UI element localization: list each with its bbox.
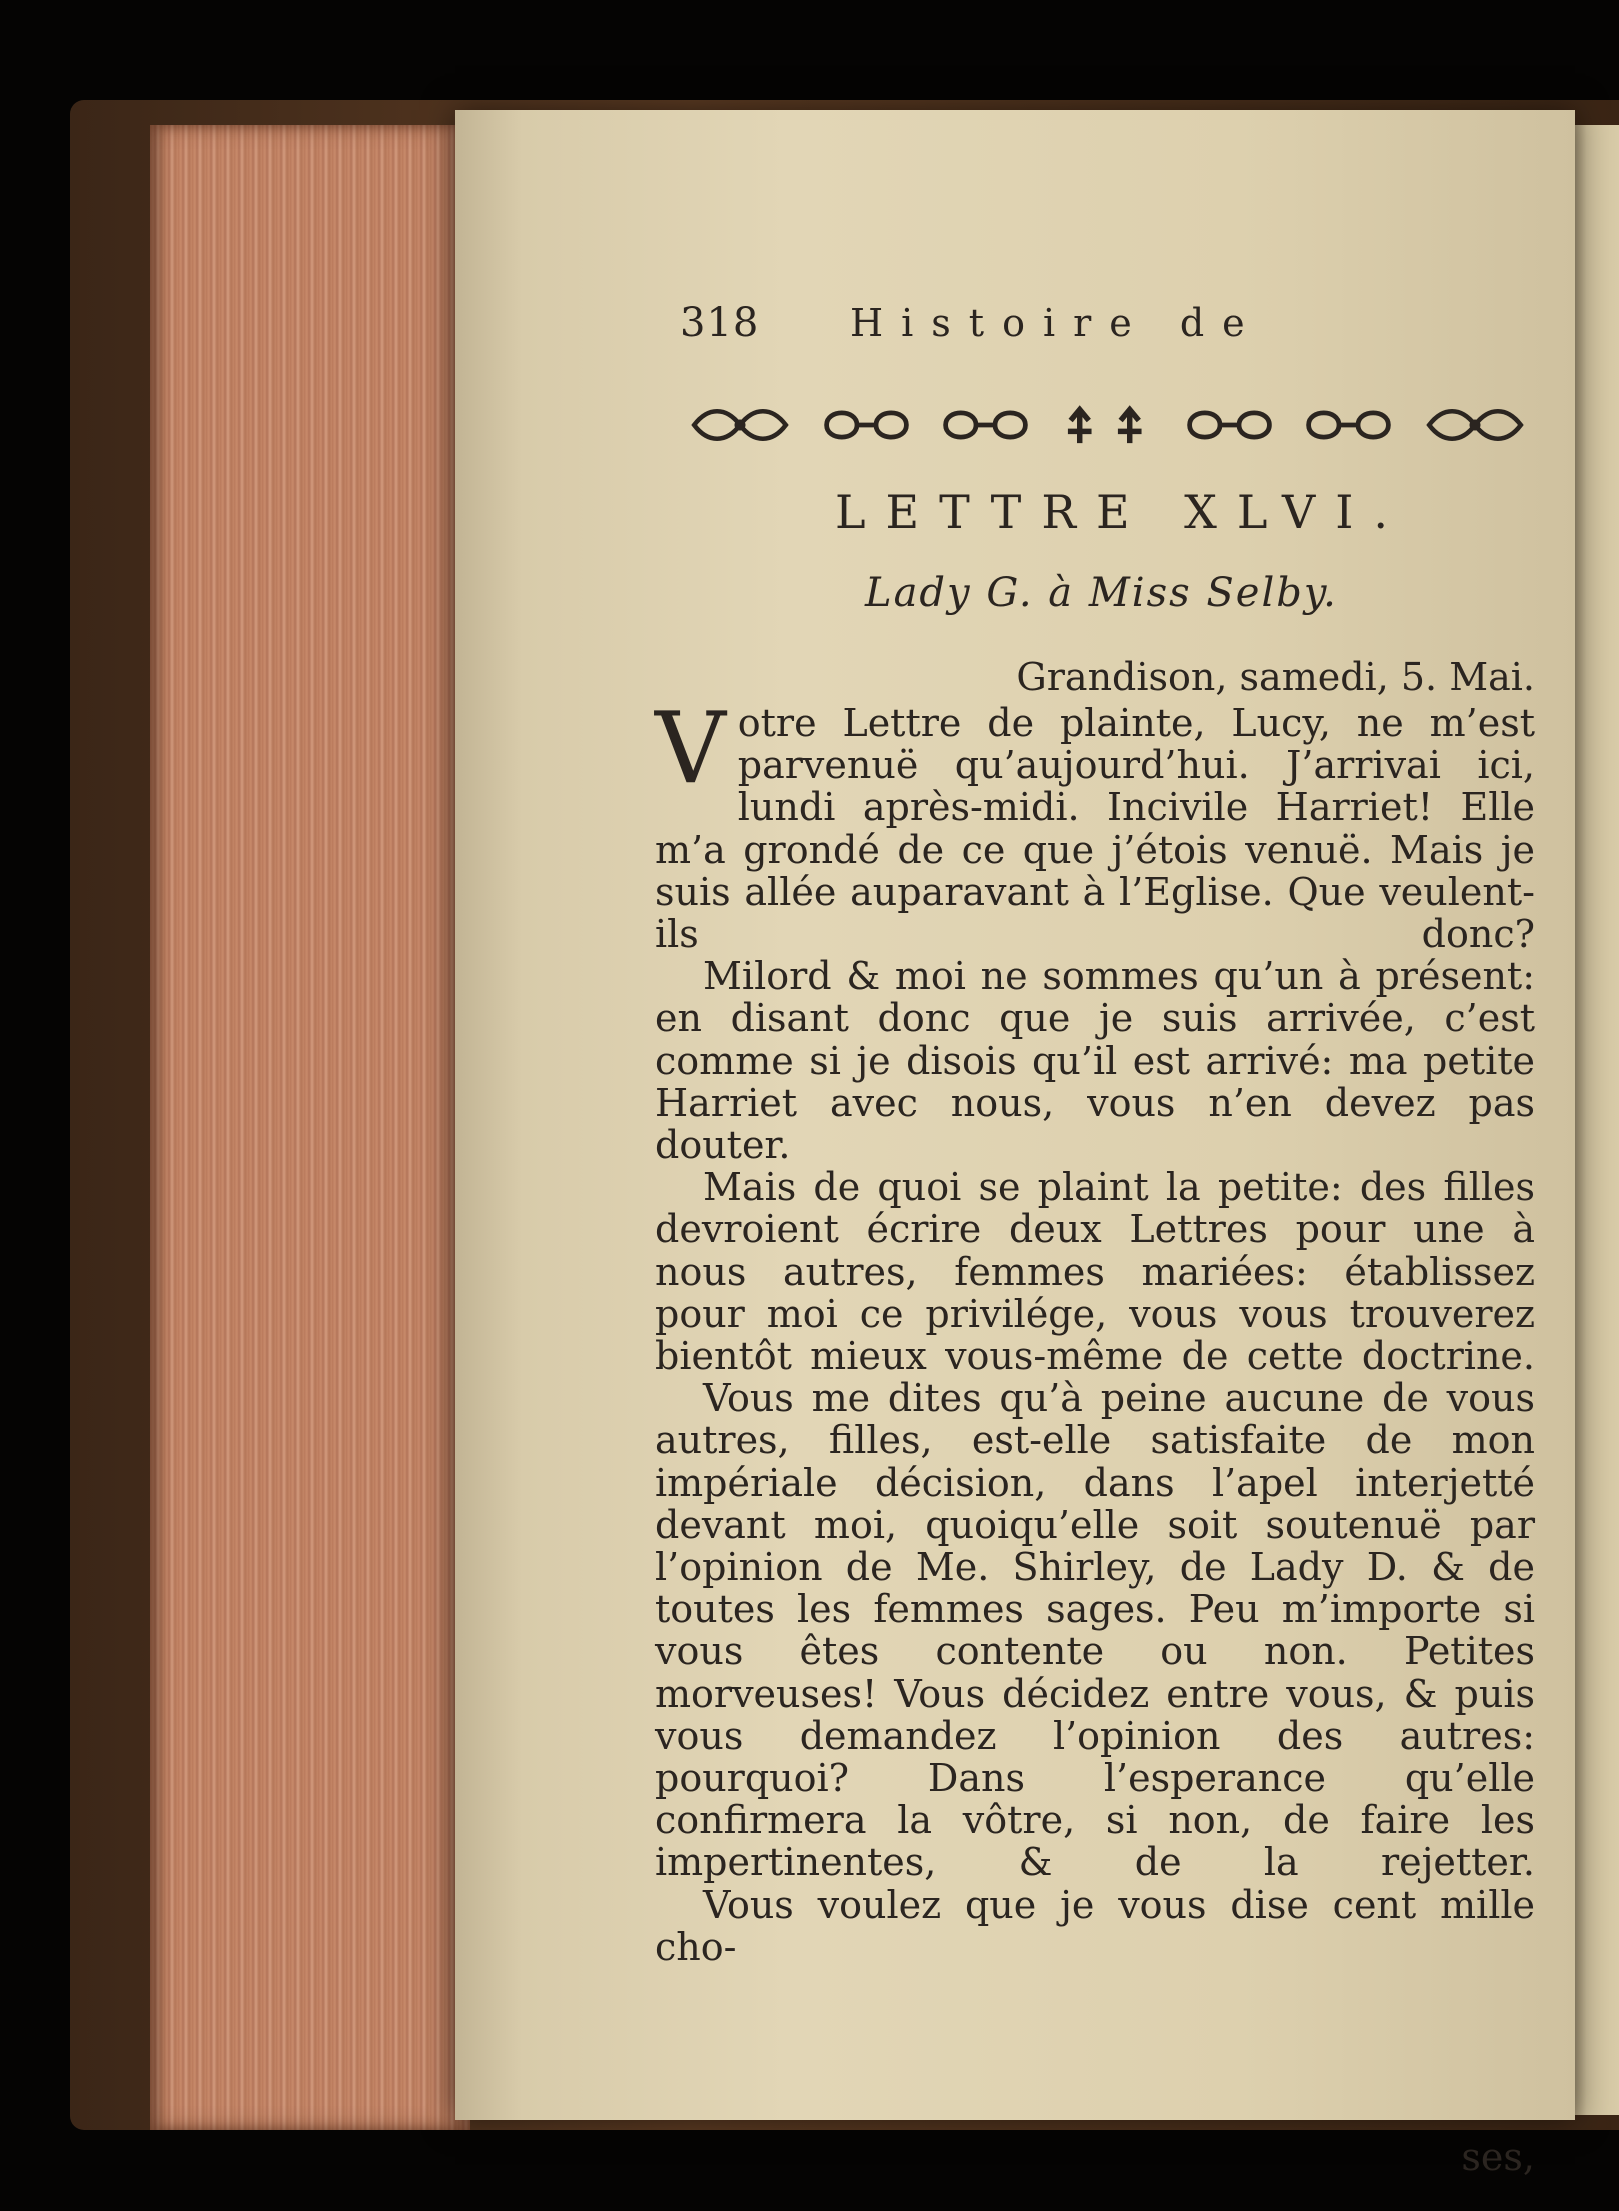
paragraph: Vous me dites qu’à peine aucune de vous autres, filles, est-elle satisfaite de mon impériale décision, dans l’apel interjetté devant moi, quoiqu’elle soit soutenuë par l’opinion de Me. Shirley, de Lady D. & de toutes les femmes sages. Peu m’importe si vous êtes contente ou non. Petites morveuses! Vous décidez entre vous, & puis vous demandez l’opinion des autres: pourquoi? Dans l’esperance qu’elle confirmera la vôtre, si non, de faire les impertinentes, & de la rejetter. xyxy=(655,1376,1535,1885)
ornament-knot-icon xyxy=(1420,399,1530,451)
page-number: 318 xyxy=(680,300,760,346)
letter-body xyxy=(655,692,1535,1969)
letter-title: LETTRE XLVI. xyxy=(835,485,1409,539)
ornament-scroll-icon xyxy=(819,399,914,451)
ornament-fleur-icon xyxy=(1057,399,1157,451)
ornament-scroll-icon xyxy=(1301,399,1396,451)
paragraph: Mais de quoi se plaint la petite: des filles devroient écrire deux Lettres pour une à nous autres, femmes mariées: établissez pour moi ce privilége, vous vous trouverez bientôt mieux vous-même de cette doctrine. xyxy=(655,1165,1535,1379)
ornament-scroll-icon xyxy=(1182,399,1277,451)
paragraph: Milord & moi ne sommes qu’un à présent: en disant donc que je suis arrivée, c’est comme si je disois qu’il est arrivé: ma petite Harriet avec nous, vous n’en devez pas douter. xyxy=(655,954,1535,1168)
drop-cap: V xyxy=(655,692,726,806)
ornament-scroll-icon xyxy=(938,399,1033,451)
paragraph: Vous voulez que je vous dise cent mille cho- xyxy=(655,1882,1535,1969)
page-content xyxy=(455,110,1575,2179)
page-edges xyxy=(150,125,470,2130)
running-title: Histoire de xyxy=(850,301,1263,345)
paragraph-text: otre Lettre de plainte, Lucy, ne m’est parvenuë qu’aujourd’hui. J’arrivai ici, lundi après-midi. Incivile Harriet! Elle m’a grondé de ce que j’étois venuë. Mais je suis allée auparavant à l’Eglise. Que veulent-ils donc? xyxy=(655,701,1535,957)
paragraph xyxy=(655,692,1535,957)
running-head xyxy=(680,300,1530,360)
salutation: Lady G. à Miss Selby. xyxy=(865,570,1338,616)
catchword: ses, xyxy=(1461,2135,1535,2179)
dateline: Grandison, samedi, 5. Mai. xyxy=(1016,655,1535,699)
decorative-ornament-band-icon xyxy=(685,390,1530,460)
ornament-knot-icon xyxy=(685,399,795,451)
